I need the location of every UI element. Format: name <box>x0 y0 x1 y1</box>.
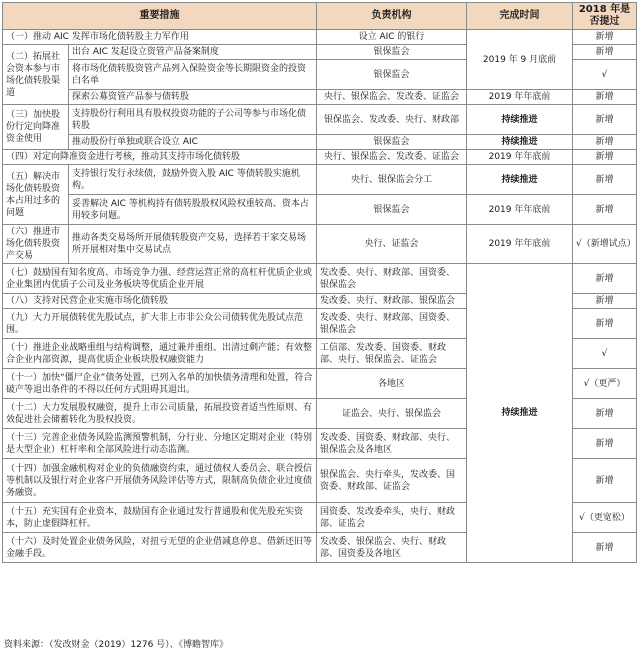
agency-cell: 银保监会 <box>317 45 467 60</box>
header-measures: 重要措施 <box>3 3 317 30</box>
status-cell: 新增 <box>573 533 637 563</box>
measure-cell: （九）大力开展债转优先股试点，扩大非上市非公众公司债转优先股试点范围。 <box>3 309 317 339</box>
deadline-cell: 持续推进 <box>467 135 573 150</box>
table-row <box>3 135 637 150</box>
status-cell: √ <box>573 60 637 90</box>
measure-cell: （十五）充实国有企业资本，鼓励国有企业通过发行普通股和优先股充实资本，防止虚假降杠杆。 <box>3 503 317 533</box>
agency-cell: 银保监会、发改委、央行、财政部 <box>317 105 467 135</box>
deadline-cell: 2019 年年底前 <box>467 90 573 105</box>
agency-cell: 发改委、央行、财政部、银保监会 <box>317 294 467 309</box>
status-cell: 新增 <box>573 135 637 150</box>
measure-cell: （十二）大力发展股权融资，提升上市公司质量，拓展投资者适当性原则、有效促进社会储蓄转化为股权投资。 <box>3 399 317 429</box>
header-status: 2018 年是否提过 <box>573 3 637 30</box>
agency-cell: 央行、银保监会、发改委、证监会 <box>317 90 467 105</box>
agency-cell: 央行、银保监会、发改委、证监会 <box>317 150 467 165</box>
status-cell: 新增 <box>573 459 637 503</box>
measure-cell: 探索公募资管产品参与债转股 <box>69 90 317 105</box>
status-cell: √ <box>573 339 637 369</box>
measure-cell: 出台 AIC 发起设立资管产品备案制度 <box>69 45 317 60</box>
status-cell: 新增 <box>573 309 637 339</box>
table-row <box>3 225 637 264</box>
agency-cell: 工信部、发改委、国资委、财政部、央行、银保监会、证监会 <box>317 339 467 369</box>
measure-cell: 将市场化债转股资管产品列入保险资金等长期限资金的投资白名单 <box>69 60 317 90</box>
agency-cell: 发改委、国资委、财政部、央行、银保监会及各地区 <box>317 429 467 459</box>
agency-cell: 发改委、央行、财政部、国资委、银保监会 <box>317 309 467 339</box>
agency-cell: 银保监会 <box>317 135 467 150</box>
agency-cell: 发改委、银保监会、央行、财政部、国资委及各地区 <box>317 533 467 563</box>
table-row <box>3 30 637 45</box>
status-cell: 新增 <box>573 399 637 429</box>
header-deadline: 完成时间 <box>467 3 573 30</box>
status-cell: 新增 <box>573 105 637 135</box>
deadline-cell: 2019 年年底前 <box>467 195 573 225</box>
agency-cell: 银保监会、央行牵头，发改委、国资委、财政部、证监会 <box>317 459 467 503</box>
table-row <box>3 150 637 165</box>
status-cell: 新增 <box>573 294 637 309</box>
status-cell: √（新增试点） <box>573 225 637 264</box>
measure-cell: （四）对定向降准资金进行考核，推动其支持市场化债转股 <box>3 150 317 165</box>
deadline-cell: 2019 年年底前 <box>467 225 573 264</box>
measure-cell: 支持股份行利用具有股权投资功能的子公司等参与市场化债转股 <box>69 105 317 135</box>
section-cell: （三）加快股份行定向降准资金使用 <box>3 105 69 150</box>
status-cell: 新增 <box>573 45 637 60</box>
deadline-cell: 持续推进 <box>467 264 573 563</box>
status-cell: √（更宽松） <box>573 503 637 533</box>
measure-cell: （八）支持对民营企业实施市场化债转股 <box>3 294 317 309</box>
agency-cell: 发改委、央行、财政部、国资委、银保监会 <box>317 264 467 294</box>
table-row <box>3 90 637 105</box>
agency-cell: 国资委、发改委牵头，央行、财政部、证监会 <box>317 503 467 533</box>
measure-cell: （十四）加强金融机构对企业的负债融资约束，通过债权人委员会、联合授信等机制以及银行对企业客户开展债务风险评估等方式，限制高负债企业过度债务融资。 <box>3 459 317 503</box>
deadline-cell: 持续推进 <box>467 105 573 135</box>
measure-cell: 妥善解决 AIC 等机构持有债转股股权风险权重较高、资本占用较多问题。 <box>69 195 317 225</box>
measure-cell: （十一）加快“僵尸企业”债务处置，已列入名单的加快债务清理和处置，符合破产等退出条件的不得以任何方式阻碍其退出。 <box>3 369 317 399</box>
measure-cell: （七）鼓励国有知名度高、市场竞争力强、经营运营正常的高杠杆优质企业或企业集团内优质子公司及业务板块等优质企业开展 <box>3 264 317 294</box>
agency-cell: 各地区 <box>317 369 467 399</box>
table-row <box>3 105 637 135</box>
deadline-cell: 2019 年 9 月底前 <box>467 30 573 90</box>
status-cell: √（更严） <box>573 369 637 399</box>
header-agency: 负责机构 <box>317 3 467 30</box>
agency-cell: 央行、银保监会分工 <box>317 165 467 195</box>
deadline-cell: 持续推进 <box>467 165 573 195</box>
status-cell: 新增 <box>573 90 637 105</box>
table-row <box>3 165 637 195</box>
table-row <box>3 264 637 294</box>
status-cell: 新增 <box>573 150 637 165</box>
section-cell: （六）推进市场化债转股资产交易 <box>3 225 69 264</box>
agency-cell: 央行、证监会 <box>317 225 467 264</box>
measure-cell: （一）推动 AIC 发挥市场化债转股主力军作用 <box>3 30 317 45</box>
agency-cell: 银保监会 <box>317 60 467 90</box>
measure-cell: （十三）完善企业债务风险监测预警机制，分行业、分地区定期对企业（特别是大型企业）杠杆率和全部风险进行动态监测。 <box>3 429 317 459</box>
measure-cell: 推动各类交易场所开展债转股资产交易，选择若干家交易场所开展相对集中交易试点 <box>69 225 317 264</box>
table-header-row <box>3 3 637 30</box>
agency-cell: 银保监会 <box>317 195 467 225</box>
source-note: 资料来源：（发改财金（2019）1276 号）、《博瞻智库》 <box>4 640 229 650</box>
status-cell: 新增 <box>573 165 637 195</box>
status-cell: 新增 <box>573 264 637 294</box>
measure-cell: 推动股份行单独或联合设立 AIC <box>69 135 317 150</box>
measure-cell: 支持银行发行永续债，鼓励外资入股 AIC 等债转股实施机构。 <box>69 165 317 195</box>
table-row <box>3 195 637 225</box>
status-cell: 新增 <box>573 195 637 225</box>
agency-cell: 证监会、央行、银保监会 <box>317 399 467 429</box>
measures-table <box>2 2 637 563</box>
status-cell: 新增 <box>573 30 637 45</box>
status-cell: 新增 <box>573 429 637 459</box>
deadline-cell: 2019 年年底前 <box>467 150 573 165</box>
measure-cell: （十）推进企业战略重组与结构调整，通过兼并重组、出清过剩产能；有效整合企业内部资源，提高优质企业板块股权融资能力 <box>3 339 317 369</box>
section-cell: （五）解决市场化债转股资本占用过多的问题 <box>3 165 69 225</box>
section-cell: （二）拓展社会资本参与市场化债转股渠道 <box>3 45 69 105</box>
measure-cell: （十六）及时处置企业债务风险，对扭亏无望的企业借减息停息、借新还旧等金融手段。 <box>3 533 317 563</box>
agency-cell: 设立 AIC 的银行 <box>317 30 467 45</box>
